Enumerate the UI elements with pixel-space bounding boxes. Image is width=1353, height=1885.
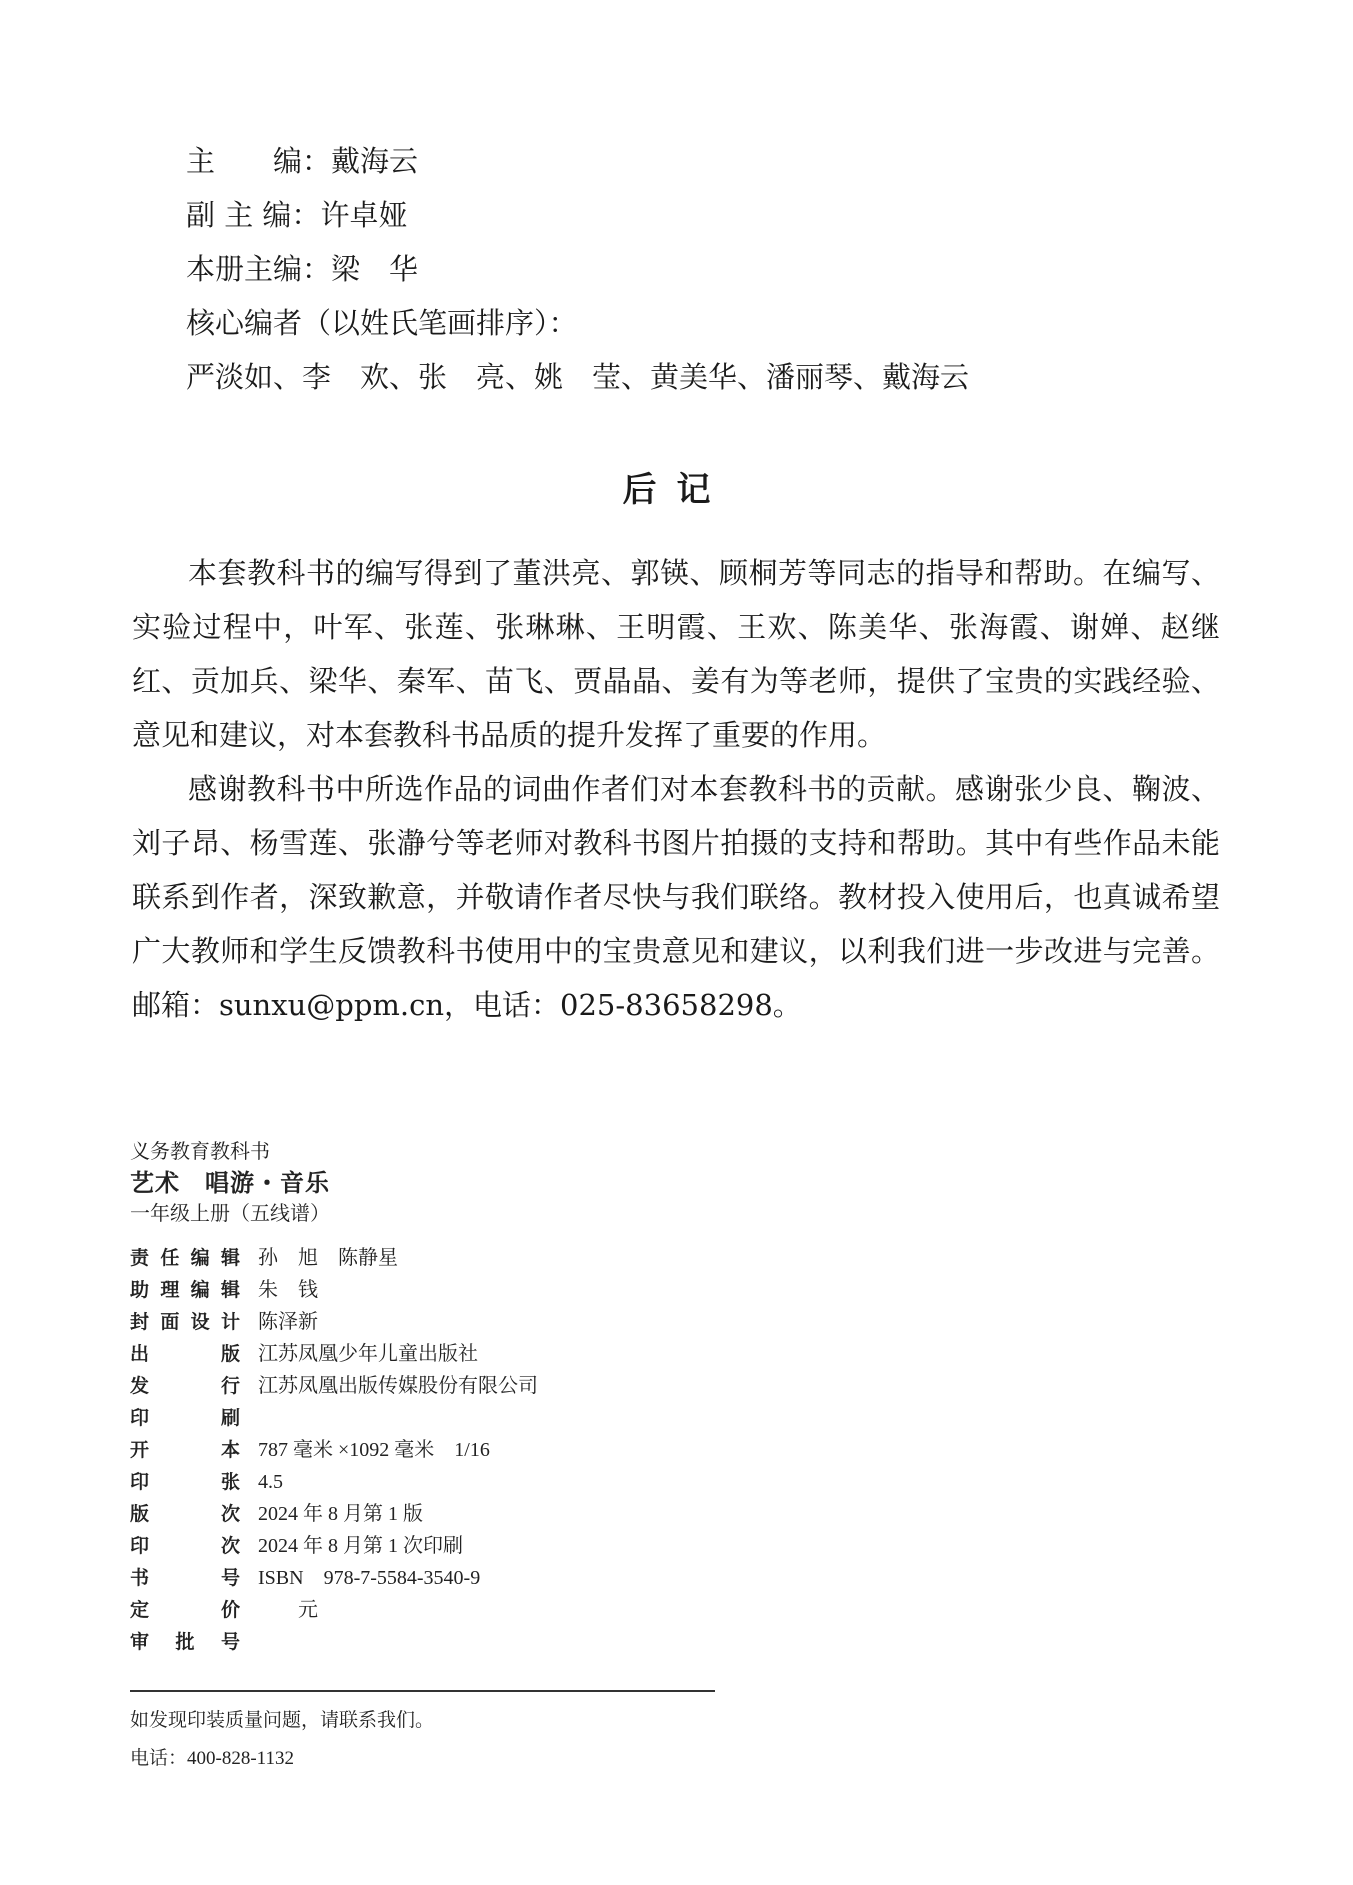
colophon-label: 印次 [130,1535,240,1557]
colophon-value: 2024 年 8 月第 1 版 [258,1503,423,1525]
colophon-label: 发行 [130,1375,240,1397]
afterword-body [132,546,1220,1032]
chief-editor-name: 戴海云 [331,144,419,178]
volume-editor-label: 本册主编： [186,252,332,286]
colophon-item [130,1498,538,1530]
colophon-item [130,1434,538,1466]
colophon-item [130,1626,538,1658]
chief-editor-row [186,134,969,188]
colophon-label: 助理编辑 [130,1279,240,1301]
volume-name: 一年级上册（五线谱） [130,1203,330,1225]
colophon-value: 元 [258,1599,318,1621]
colophon-value: 4.5 [258,1471,283,1493]
chief-editor-label: 主 编： [186,144,332,178]
colophon-value: 787 毫米 ×1092 毫米 1/16 [258,1439,490,1461]
colophon-label: 版次 [130,1503,240,1525]
core-editors-label: 核心编者（以姓氏笔画排序）： [186,306,578,340]
colophon [130,1138,538,1658]
afterword-title: 后记 [622,470,731,510]
colophon-value: ISBN 978-7-5584-3540-9 [258,1567,481,1589]
deputy-editor-label: 副 主 编： [186,198,321,232]
colophon-value: 陈泽新 [258,1311,318,1333]
colophon-item [130,1402,538,1434]
colophon-label: 开本 [130,1439,240,1461]
colophon-item [130,1562,538,1594]
series-name: 义务教育教科书 [130,1141,270,1163]
colophon-item [130,1594,538,1626]
book-title: 艺术 唱游・音乐 [130,1169,330,1197]
core-editors-names: 严淡如、李 欢、张 亮、姚 莹、黄美华、潘丽琴、戴海云 [186,360,970,394]
colophon-label: 封面设计 [130,1311,240,1333]
colophon-item [130,1242,538,1274]
quality-notice: 如发现印装质量问题，请联系我们。 [130,1710,435,1731]
colophon-item [130,1274,538,1306]
colophon-value: 江苏凤凰少年儿童出版社 [258,1343,478,1365]
colophon-value: 朱 钱 [258,1279,318,1301]
colophon-item [130,1306,538,1338]
colophon-item [130,1530,538,1562]
afterword-paragraph-2: 感谢教科书中所选作品的词曲作者们对本套教科书的贡献。感谢张少良、鞠波、刘子昂、杨雪莲、张瀞兮等老师对教科书图片拍摄的支持和帮助。其中有些作品未能联系到作者，深致歉意，并敬请作者尽快与我们联络。教材投入使用后，也真诚希望广大教师和学生反馈教科书使用中的宝贵意见和建议，以利我们进一步改进与完善。邮箱：sunxu@ppm.cn，电话：025-83658298。 [132,772,1220,1022]
colophon-label: 印刷 [130,1407,240,1429]
colophon-label: 出版 [130,1343,240,1365]
colophon-label: 印张 [130,1471,240,1493]
colophon-item [130,1338,538,1370]
colophon-value: 孙 旭 陈静星 [258,1247,398,1269]
colophon-label: 审批号 [130,1631,240,1653]
colophon-value: 2024 年 8 月第 1 次印刷 [258,1535,463,1557]
volume-editor-row [186,242,969,296]
colophon-label: 书号 [130,1567,240,1589]
colophon-label: 责任编辑 [130,1247,240,1269]
colophon-item [130,1466,538,1498]
afterword-paragraph-1: 本套教科书的编写得到了董洪亮、郭锳、顾桐芳等同志的指导和帮助。在编写、实验过程中，叶军、张莲、张琳琳、王明霞、王欢、陈美华、张海霞、谢婵、赵继红、贡加兵、梁华、秦军、苗飞、贾晶晶、姜有为等老师，提供了宝贵的实践经验、意见和建议，对本套教科书品质的提升发挥了重要的作用。 [132,556,1220,752]
colophon-value: 江苏凤凰出版传媒股份有限公司 [258,1375,538,1397]
colophon-label: 定价 [130,1599,240,1621]
volume-editor-name: 梁 华 [331,252,419,286]
colophon-item [130,1370,538,1402]
service-phone: 电话：400-828-1132 [130,1748,294,1769]
footer-notice [130,1702,434,1778]
deputy-editor-name: 许卓娅 [320,198,408,232]
deputy-editor-row [186,188,969,242]
footer-divider [130,1690,715,1692]
editor-list [186,134,969,404]
